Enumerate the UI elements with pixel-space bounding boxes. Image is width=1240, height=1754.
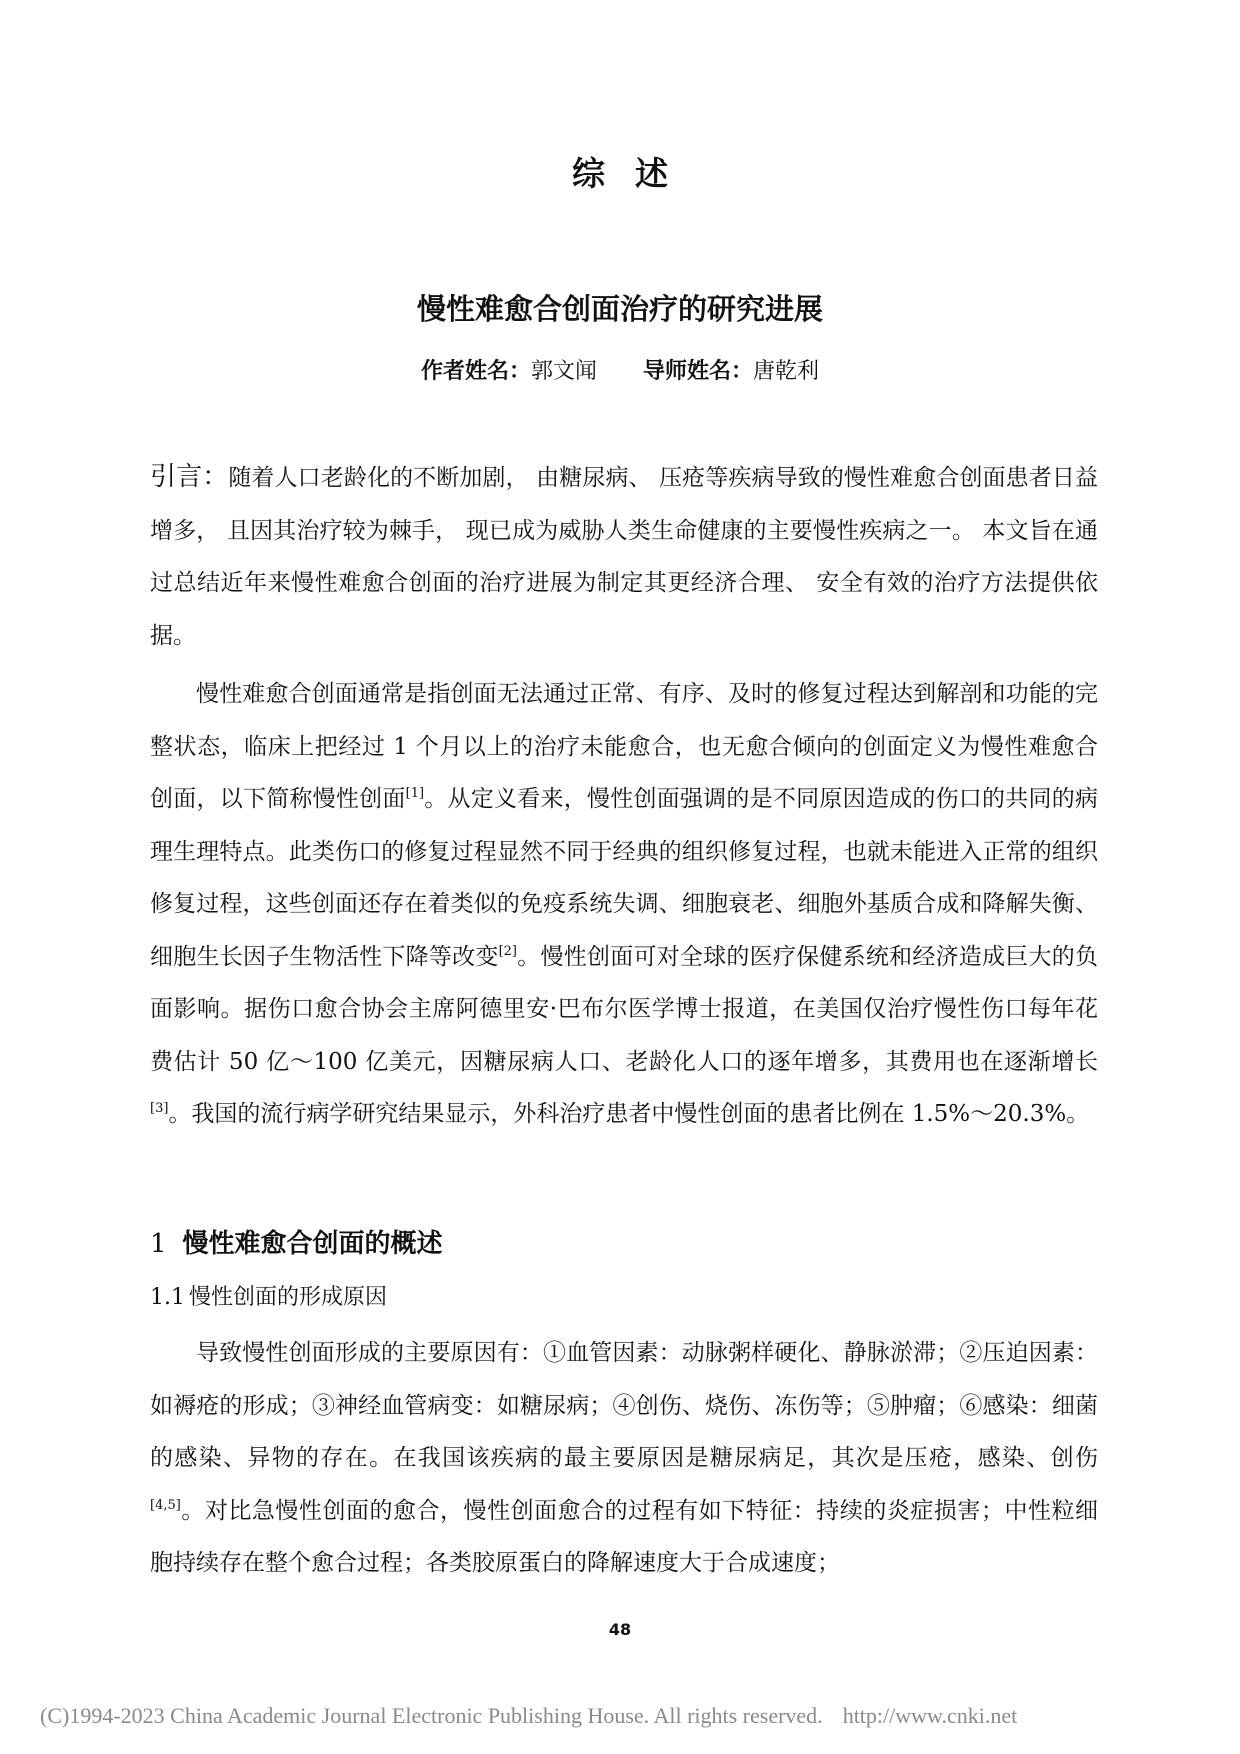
abstract-text: 随着人口老龄化的不断加剧， 由糖尿病、 压疮等疾病导致的慢性难愈合创面患者日益增多， 且因其治疗较为棘手， 现已成为威胁人类生命健康的主要慢性疾病之一。 本文旨在通过总结近年来慢性难愈合创面的治疗进展为制定其更经济合理、 安全有效的治疗方法提供依据。 (150, 465, 1098, 649)
citation-3: [3] (150, 1101, 169, 1116)
footer-copyright: (C)1994-2023 China Academic Journal Electronic Publishing House. All rights reserved. (40, 1703, 823, 1728)
author-line (0, 354, 1240, 385)
paper-title: 慢性难愈合创面治疗的研究进展 (416, 292, 823, 326)
footer-url: http://www.cnki.net (842, 1703, 1018, 1728)
citation-1: [1] (405, 786, 425, 801)
advisor-name: 唐乾利 (753, 359, 820, 384)
abstract-label: 引言： (150, 462, 229, 492)
causes-text-a: 导致慢性创面形成的主要原因有：①血管因素：动脉粥样硬化、静脉淤滞；②压迫因素：如褥疮的形成；③神经血管病变：如糖尿病；④创伤、烧伤、冻伤等；⑤肿瘤；⑥感染：细菌的感染、异物的存在。在我国该疾病的最主要原因是糖尿病足，其次是压疮，感染、创伤 (150, 1340, 1098, 1471)
section-1-1-heading (150, 1280, 387, 1311)
section-1-1-number: 1.1 (150, 1285, 185, 1310)
footer-watermark (40, 1703, 1017, 1729)
section-1-title: 慢性难愈合创面的概述 (182, 1229, 443, 1259)
author-name: 郭文闻 (530, 359, 597, 384)
intro-text-b: 。从定义看来，慢性创面强调的是不同原因造成的伤口的共同的病理生理特点。此类伤口的修复过程显然不同于经典的组织修复过程，也就未能进入正常的组织修复过程，这些创面还存在着类似的免疫系统失调、细胞衰老、细胞外基质合成和降解失衡、细胞生长因子生物活性下降等改变 (150, 786, 1099, 970)
section-1-number: 1 (150, 1229, 167, 1259)
section-1-1-title: 慢性创面的形成原因 (189, 1285, 388, 1310)
advisor-label: 导师姓名： (643, 359, 754, 384)
intro-text-d: 。我国的流行病学研究结果显示，外科治疗患者中慢性创面的患者比例在 1.5%～20.3%。 (168, 1101, 1090, 1127)
causes-paragraph (150, 1327, 1098, 1590)
intro-paragraph (150, 668, 1098, 1141)
citation-2: [2] (498, 943, 518, 959)
intro-text-a: 慢性难愈合创面通常是指创面无法通过正常、有序、及时的修复过程达到解剖和功能的完整状态，临床上把经过 1 个月以上的治疗未能愈合，也无愈合倾向的创面定义为慢性难愈合创面，以下简称慢性创面 (150, 681, 1098, 812)
abstract (150, 451, 1098, 662)
section-1-heading (150, 1223, 443, 1260)
page-number: 48 (608, 1620, 632, 1639)
citation-4-5: [4,5] (150, 1497, 181, 1513)
author-label: 作者姓名： (420, 359, 531, 384)
section-title: 综述 (572, 154, 698, 193)
causes-text-b: 。对比急慢性创面的愈合，慢性创面愈合的过程有如下特征：持续的炎症损害；中性粒细胞持续存在整个愈合过程；各类胶原蛋白的降解速度大于合成速度； (150, 1497, 1098, 1576)
intro-text-c: 。慢性创面可对全球的医疗保健系统和经济造成巨大的负面影响。据伤口愈合协会主席阿德里安·巴布尔医学博士报道，在美国仅治疗慢性伤口每年花费估计 50 亿～100 亿美元，因糖尿病人口、老龄化人口的逐年增多，其费用也在逐渐增长 (150, 943, 1099, 1075)
